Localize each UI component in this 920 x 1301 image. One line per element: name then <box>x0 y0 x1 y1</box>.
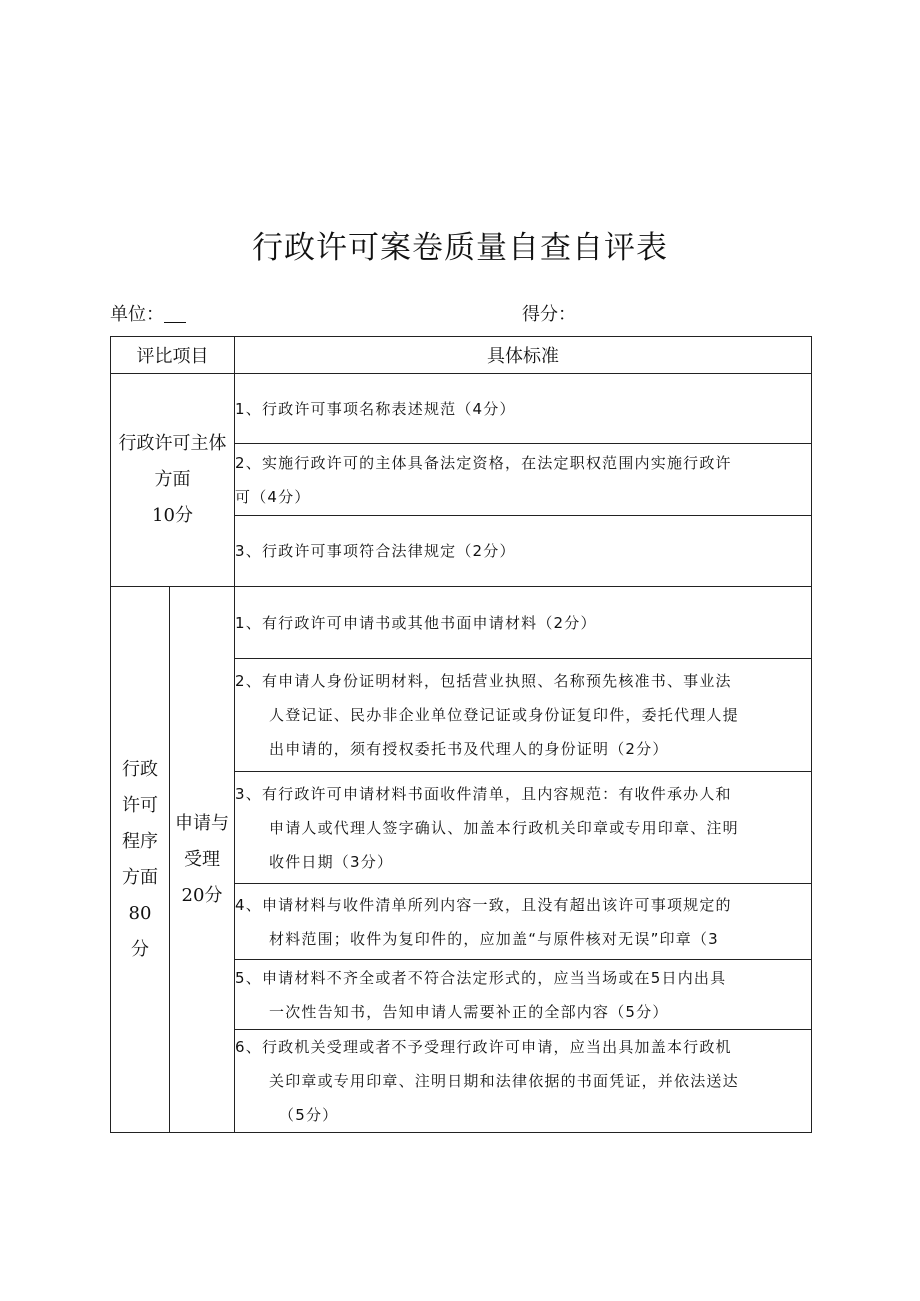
criterion-text: 1、有行政许可申请书或其他书面申请材料（2分） <box>235 613 597 632</box>
category-line: 行政 <box>122 758 158 780</box>
criterion-text: 2、实施行政许可的主体具备法定资格，在法定职权范围内实施行政许 <box>235 453 732 472</box>
subcategory-application <box>170 587 235 1133</box>
criterion-text: 2、有申请人身份证明材料，包括营业执照、名称预先核准书、事业法 <box>235 672 732 690</box>
criterion-text: 1、行政许可事项名称表述规范（4分） <box>235 399 516 418</box>
category-procedure <box>111 587 170 1133</box>
category-subject <box>111 374 235 587</box>
criterion-cell <box>235 659 812 772</box>
category-line: 分 <box>131 938 149 960</box>
subcategory-line: 申请与 <box>175 812 229 834</box>
category-line: 80 <box>128 902 152 924</box>
criterion-text: 3、行政许可事项符合法律规定（2分） <box>235 542 516 560</box>
criterion-text: 申请人或代理人签字确认、加盖本行政机关印章或专用印章、注明 <box>269 818 739 837</box>
criterion-text: 一次性告知书，告知申请人需要补正的全部内容（5分） <box>269 1002 669 1021</box>
criterion-text: 材料范围；收件为复印件的，应加盖“与原件核对无误”印章（3 <box>269 929 719 948</box>
criterion-text: 出申请的，须有授权委托书及代理人的身份证明（2分） <box>269 740 669 758</box>
score-label: 得分： <box>522 304 576 325</box>
category-line: 行政许可主体 <box>118 433 227 454</box>
subcategory-line: 受理 <box>184 848 220 870</box>
criterion-text: 可（4分） <box>235 487 311 506</box>
criterion-cell <box>235 587 812 659</box>
page-title: 行政许可案卷质量自查自评表 <box>252 230 668 266</box>
criterion-text: 6、行政机关受理或者不予受理行政许可申请，应当出具加盖本行政机 <box>235 1038 732 1056</box>
table-row <box>111 374 812 444</box>
criterion-cell <box>235 960 812 1030</box>
criterion-text: 人登记证、民办非企业单位登记证或身份证复印件，委托代理人提 <box>269 706 739 724</box>
criterion-text: 关印章或专用印章、注明日期和法律依据的书面凭证，并依法送达 <box>269 1072 739 1090</box>
header-item: 评比项目 <box>111 337 235 374</box>
criterion-text: （5分） <box>279 1106 339 1124</box>
criterion-cell <box>235 444 812 516</box>
criterion-text: 3、有行政许可申请材料书面收件清单，且内容规范：有收件承办人和 <box>235 784 732 803</box>
category-line: 程序 <box>122 830 158 852</box>
unit-label: 单位： <box>110 304 164 325</box>
subcategory-score: 20分 <box>181 884 223 906</box>
header-criteria: 具体标准 <box>235 337 812 374</box>
criterion-cell <box>235 374 812 444</box>
unit-field <box>110 300 186 326</box>
criterion-text: 5、申请材料不齐全或者不符合法定形式的，应当当场或在5日内出具 <box>235 968 727 987</box>
criterion-text: 收件日期（3分） <box>269 852 394 871</box>
score-field <box>522 300 576 326</box>
criterion-cell <box>235 1030 812 1133</box>
category-line: 方面 <box>122 866 158 888</box>
criterion-cell <box>235 516 812 587</box>
criterion-cell <box>235 772 812 884</box>
category-line: 方面 <box>154 469 191 490</box>
unit-blank[interactable] <box>164 304 186 323</box>
category-line: 许可 <box>122 794 158 816</box>
criterion-cell <box>235 884 812 960</box>
table-header-row <box>111 337 812 374</box>
evaluation-table <box>110 336 812 1133</box>
category-score: 10分 <box>152 505 193 526</box>
criterion-text: 4、申请材料与收件清单所列内容一致，且没有超出该许可事项规定的 <box>235 895 732 914</box>
table-row <box>111 587 812 659</box>
